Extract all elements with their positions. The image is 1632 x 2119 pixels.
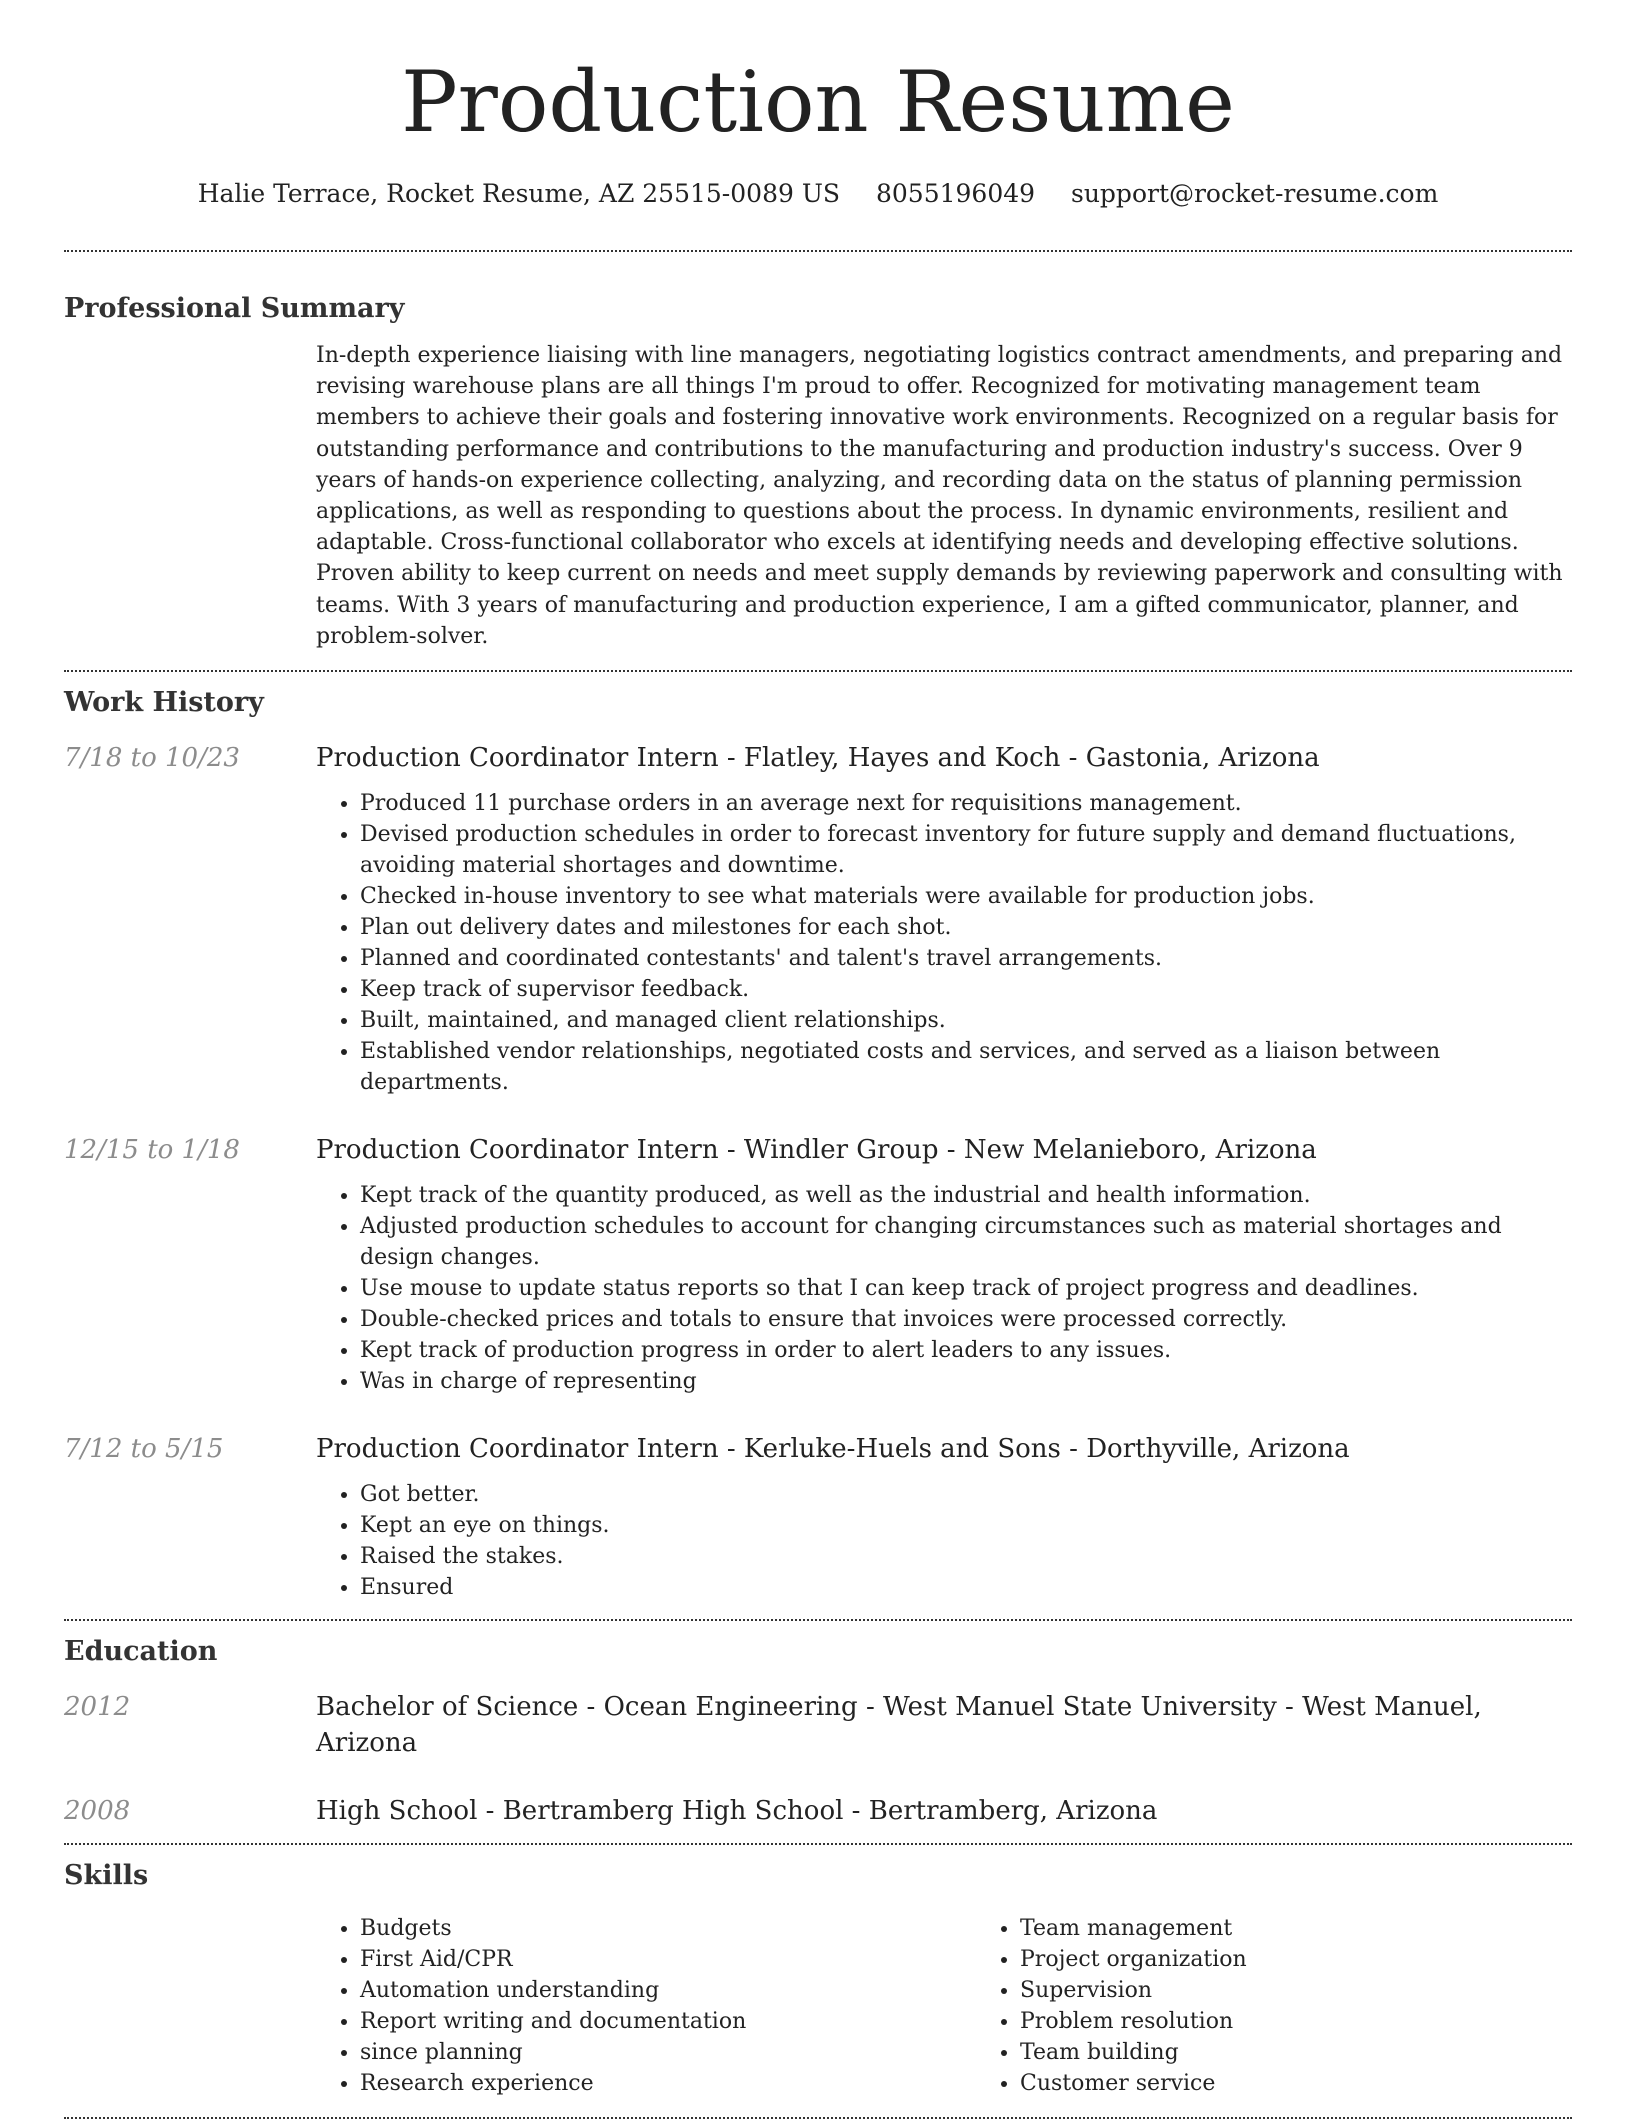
skill-item: • Supervision [1020,1975,1632,2006]
job-bullet: • Ensured [360,1572,1572,1603]
contact-line [64,176,1572,212]
education-section [64,1633,1572,1829]
skill-item: • Report writing and documentation [360,2006,976,2037]
job-bullet: • Kept track of the quantity produced, as well as the industrial and health information. [360,1180,1572,1211]
job-bullet: • Plan out delivery dates and milestones for each shot. [360,912,1572,943]
divider [64,250,1572,252]
education-details: - Bertramberg High School - Bertramberg, Arizona [477,1796,1158,1827]
divider [64,1843,1572,1845]
skills-spacer [64,1913,316,2099]
education-details: - West Manuel State University - West Manuel, Arizona [316,1692,1482,1759]
skill-item: • Budgets [360,1913,976,1944]
job-bullet: • Checked in-house inventory to see what materials were available for production jobs. [360,881,1572,912]
job-details: - Windler Group - New Melanieboro, Arizona [718,1135,1317,1166]
job-details: - Kerluke-Huels and Sons - Dorthyville, Arizona [718,1434,1350,1465]
summary-section [64,290,1572,652]
education-year: 2012 [64,1692,131,1723]
skill-item: • First Aid/CPR [360,1944,976,1975]
skill-item: • Research experience [360,2068,976,2099]
skills-columns [316,1913,1632,2099]
skill-item: • since planning [360,2037,976,2068]
education-heading-line [316,1793,1572,1829]
job-title: Production Coordinator Intern [316,1434,719,1465]
skill-item: • Automation understanding [360,1975,976,2006]
contact-email: support@rocket-resume.com [1071,179,1439,208]
job-bullet: • Keep track of supervisor feedback. [360,974,1572,1005]
job-bullets [316,1479,1572,1603]
job-heading [316,1132,1572,1168]
divider [64,670,1572,672]
job-bullet: • Raised the stakes. [360,1541,1572,1572]
job-title: Production Coordinator Intern [316,743,719,774]
job-dates: 12/15 to 1/18 [64,1135,240,1166]
job-dates: 7/18 to 10/23 [64,743,240,774]
job-bullet: • Got better. [360,1479,1572,1510]
contact-address: Halie Terrace, Rocket Resume, AZ 25515-0089 US [197,179,841,208]
job-bullet: • Kept track of production progress in order to alert leaders to any issues. [360,1335,1572,1366]
resume-title: Production Resume [401,53,1235,151]
job-bullets [316,1180,1572,1397]
work-history-heading: Work History [64,687,264,719]
skill-item: • Customer service [1020,2068,1632,2099]
job-bullet: • Produced 11 purchase orders in an average next for requisitions management. [360,788,1572,819]
education-heading: Education [64,1636,218,1668]
job-bullet: • Devised production schedules in order to forecast inventory for future supply and demand fluctuations, avoiding material shortages and downtime. [360,819,1572,881]
job-entry [64,1132,1572,1397]
skills-list-right [976,1913,1632,2099]
education-degree: Bachelor of Science - Ocean Engineering [316,1692,858,1723]
job-details: - Flatley, Hayes and Koch - Gastonia, Arizona [718,743,1320,774]
job-bullet: • Adjusted production schedules to account for changing circumstances such as material shortages and design changes. [360,1211,1572,1273]
resume-page [64,0,1572,2119]
skills-section [64,1857,1572,2099]
divider [64,1619,1572,1621]
job-bullet: • Established vendor relationships, negotiated costs and services, and served as a liaison between departments. [360,1036,1572,1098]
education-entry [64,1689,1572,1761]
work-history-section [64,684,1572,1603]
summary-text: In-depth experience liaising with line managers, negotiating logistics contract amendments, and preparing and revising warehouse plans are all things I'm proud to offer. Recognized for motivating management team members to achieve their goals and fostering innovative work environments. Recognized on a regular basis for outstanding performance and contributions to the manufacturing and production industry's success. Over 9 years of hands-on experience collecting, analyzing, and recording data on the status of planning permission applications, as well as responding to questions about the process. In dynamic environments, resilient and adaptable. Cross-functional collaborator who excels at identifying needs and developing effective solutions. Proven ability to keep current on needs and meet supply demands by reviewing paperwork and consulting with teams. With 3 years of manufacturing and production experience, I am a gifted communicator, planner, and problem-solver. [316,343,1563,649]
skill-item: • Team building [1020,2037,1632,2068]
job-heading [316,1431,1572,1467]
job-entry [64,740,1572,1098]
job-entry [64,1431,1572,1603]
job-bullet: • Planned and coordinated contestants' and talent's travel arrangements. [360,943,1572,974]
job-title: Production Coordinator Intern [316,1135,719,1166]
job-bullets [316,788,1572,1098]
job-heading [316,740,1572,776]
skill-item: • Project organization [1020,1944,1632,1975]
education-entry [64,1793,1572,1829]
summary-spacer [64,340,316,652]
skills-list-left [316,1913,976,2099]
skill-item: • Problem resolution [1020,2006,1632,2037]
job-bullet: • Use mouse to update status reports so that I can keep track of project progress and deadlines. [360,1273,1572,1304]
job-bullet: • Built, maintained, and managed client relationships. [360,1005,1572,1036]
education-degree: High School [316,1796,478,1827]
contact-phone: 8055196049 [875,179,1036,208]
skills-heading: Skills [64,1860,149,1892]
education-heading-line [316,1689,1572,1761]
job-bullet: • Was in charge of representing [360,1366,1572,1397]
job-bullet: • Double-checked prices and totals to ensure that invoices were processed correctly. [360,1304,1572,1335]
education-year: 2008 [64,1796,131,1827]
skill-item: • Team management [1020,1913,1632,1944]
job-dates: 7/12 to 5/15 [64,1434,224,1465]
job-bullet: • Kept an eye on things. [360,1510,1572,1541]
summary-heading: Professional Summary [64,293,405,324]
